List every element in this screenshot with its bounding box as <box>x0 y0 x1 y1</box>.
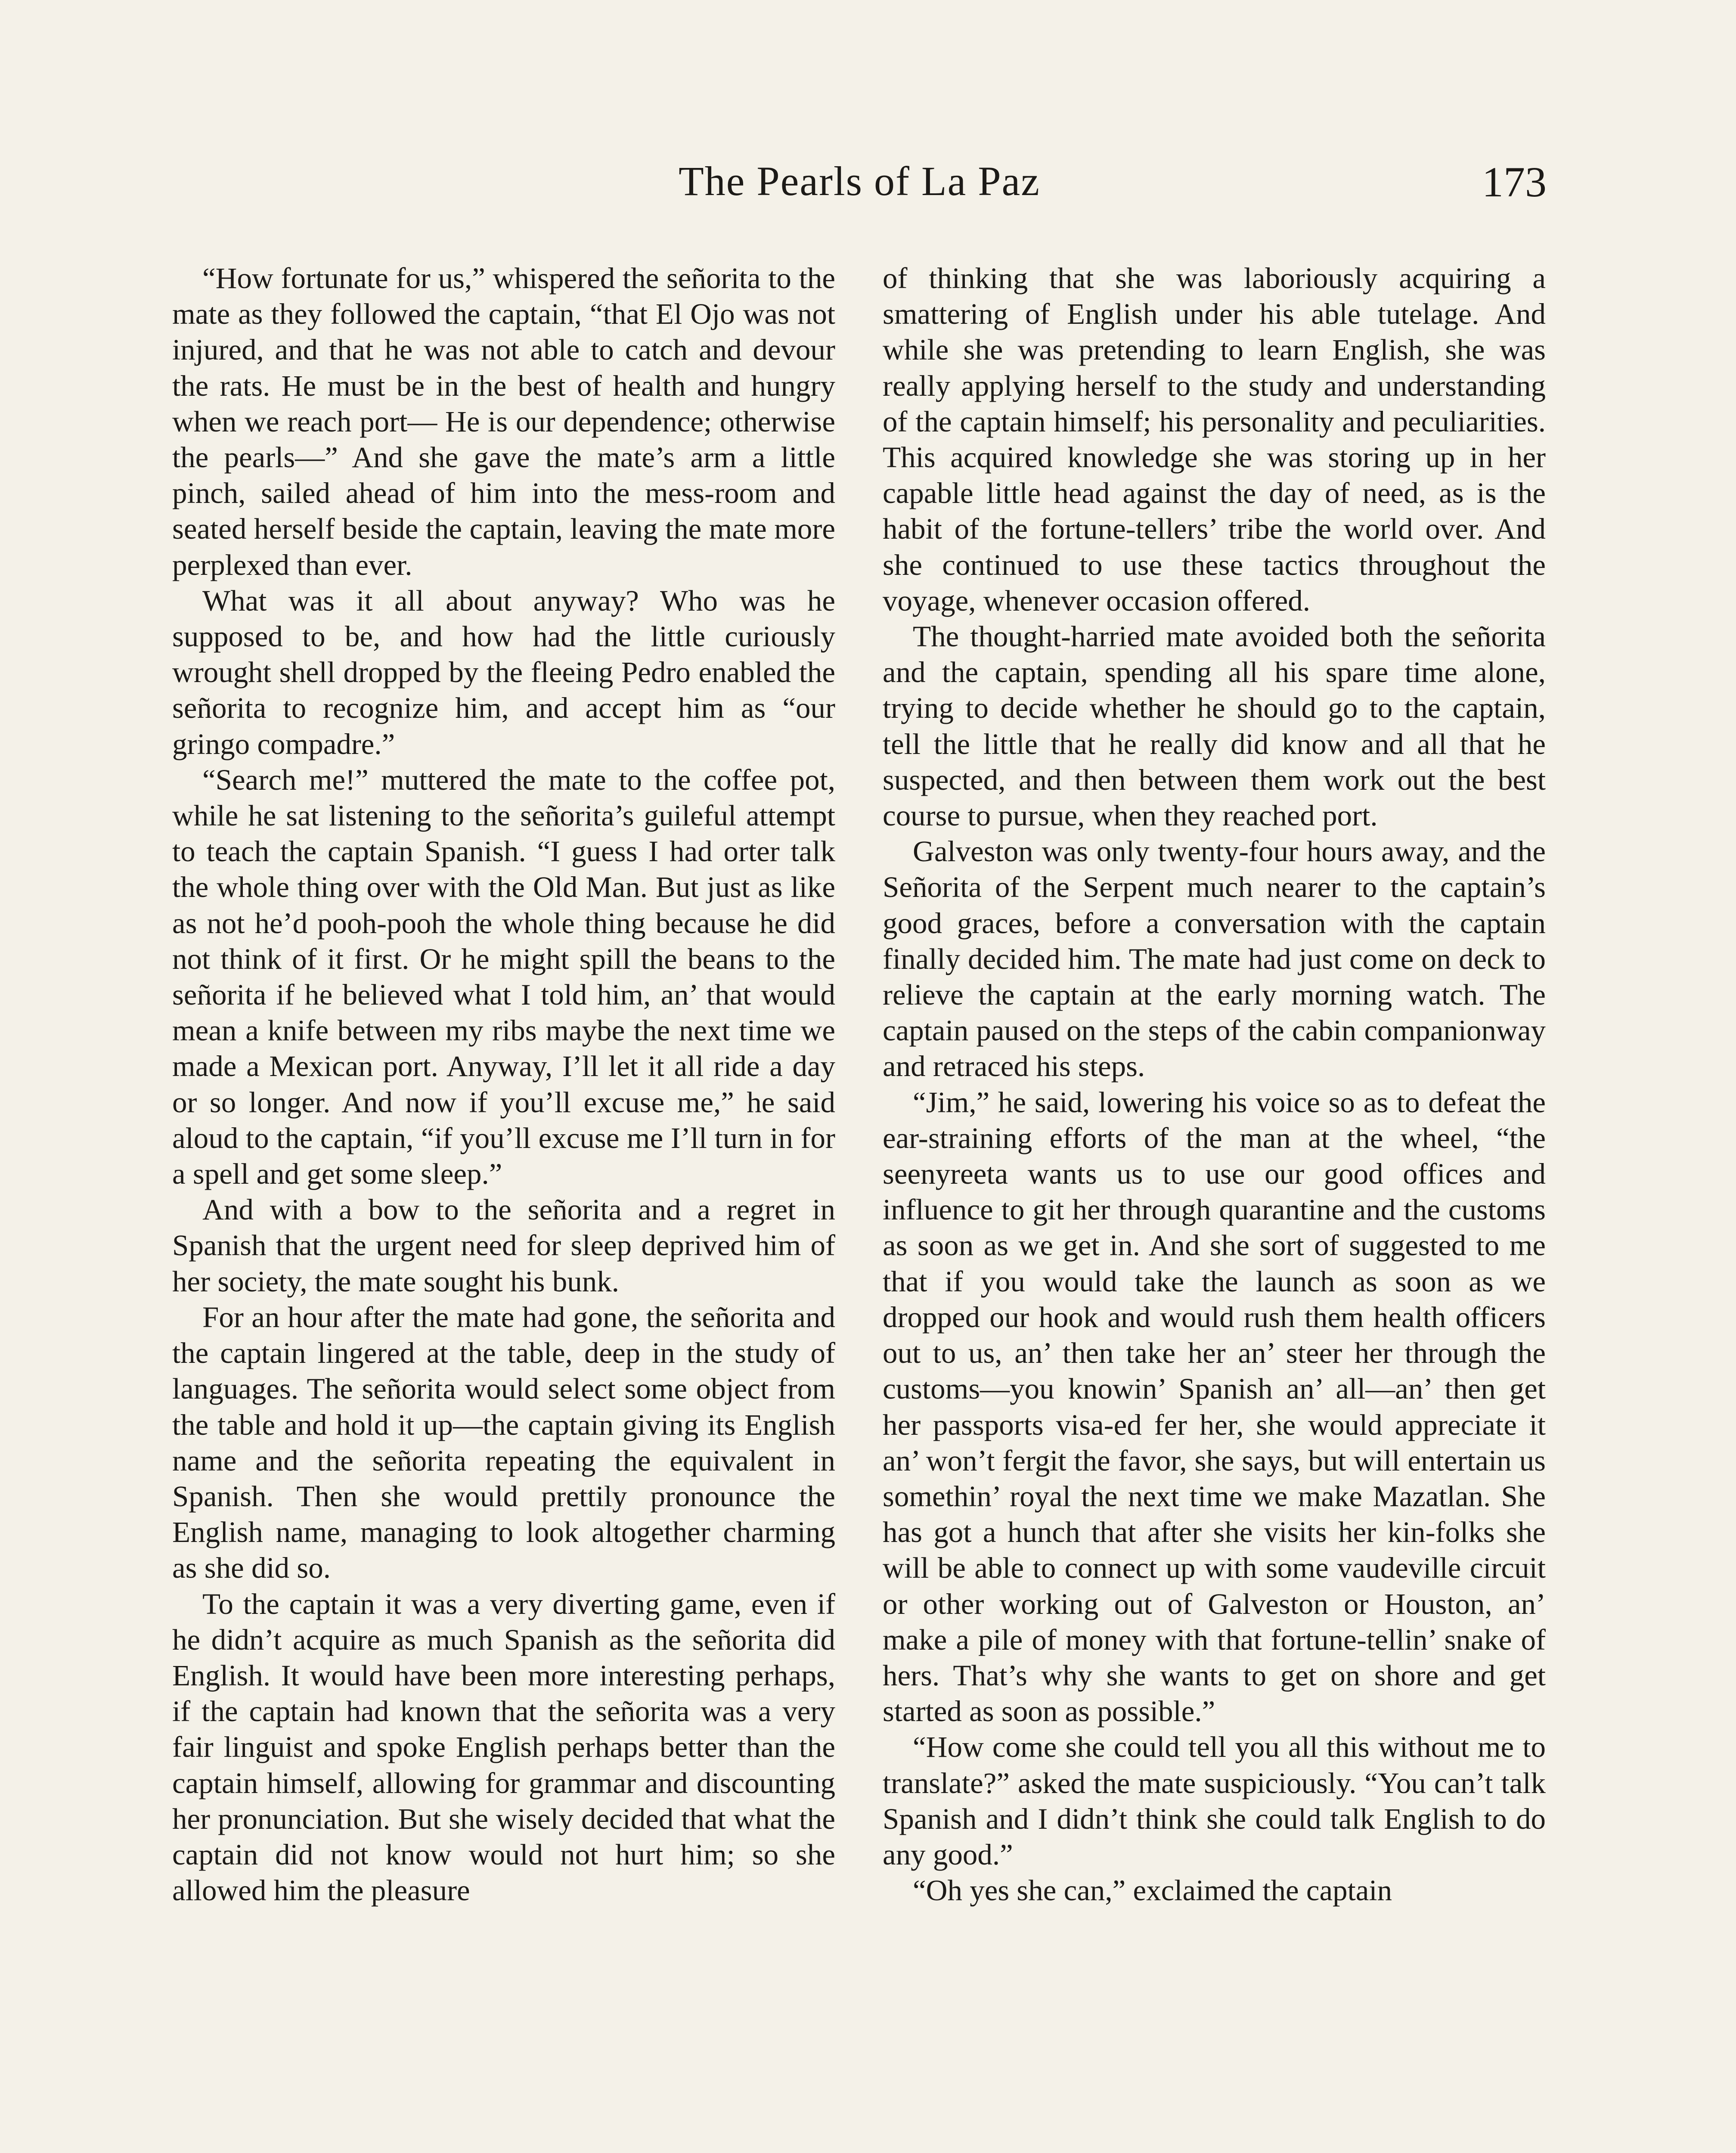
text-columns <box>172 261 1546 2153</box>
paragraph: For an hour after the mate had gone, the señorita and the captain lingered at the table, deep in the study of languages. The señorita would select some object from the table and hold it up—the captain giving its English name and the señorita repeating the equivalent in Spanish. Then she would prettily pronounce the English name, managing to look altogether charming as she did so. <box>172 1300 835 1585</box>
paragraph: “Oh yes she can,” exclaimed the captain <box>913 1874 1392 1907</box>
paragraph: “Jim,” he said, lowering his voice so as to defeat the ear-straining efforts of the man at the wheel, “the seenyreeta wants us to use our good offices and influence to git her through quarantine and the customs as soon as we get in. And she sort of suggested to me that if you would take the launch as soon as we dropped our hook and would rush them health officers out to us, an’ then take her an’ steer her through the customs—you knowin’ Spanish an’ all—an’ then get her passports visa-ed fer her, she would appreciate it an’ won’t fergit the favor, she says, but will entertain us somethin’ royal the next time we make Mazatlan. She has got a hunch that after she visits her kin-folks she will be able to connect up with some vaudeville circuit or other working out of Galveston or Houston, an’ make a pile of money with that fortune-tellin’ snake of hers. That’s why she wants to get on shore and get started as soon as possible.” <box>883 1086 1546 1728</box>
running-head <box>172 157 1547 217</box>
paragraph: To the captain it was a very diverting game, even if he didn’t acquire as much Spanish as the señorita did English. It would have been more interesting perhaps, if the captain had known that the señorita was a very fair linguist and spoke English perhaps better than the captain himself, allowing for grammar and discounting her pronunciation. But she wisely decided that what the captain did not know would not hurt him; so she allowed him the pleasure <box>172 1587 835 1907</box>
paragraph: The thought-harried mate avoided both the señorita and the captain, spending all his spare time alone, trying to decide whether he should go to the captain, tell the little that he really did know and all that he suspected, and then between them work out the best course to pursue, when they reached port. <box>883 620 1546 832</box>
running-title: The Pearls of La Paz <box>679 158 1040 204</box>
paragraph: Galveston was only twenty-four hours away, and the Señorita of the Serpent much nearer to the captain’s good graces, before a conversation with the captain finally decided him. The mate had just come on deck to relieve the captain at the early morning watch. The captain paused on the steps of the cabin companionway and retraced his steps. <box>883 835 1546 1083</box>
paragraph: of thinking that she was laboriously acquiring a smattering of English under his able tutelage. And while she was pretending to learn English, she was really applying herself to the study and understanding of the captain himself; his personality and peculiarities. This acquired knowledge she was storing up in her capable little head against the day of need, as is the habit of the fortune-tellers’ tribe the world over. And she continued to use these tactics throughout the voyage, whenever occasion offered. <box>883 262 1546 617</box>
column-right <box>883 261 1546 2153</box>
paragraph: “How fortunate for us,” whispered the señorita to the mate as they followed the captain, “that El Ojo was not injured, and that he was not able to catch and devour the rats. He must be in the best of health and hungry when we reach port— He is our dependence; otherwise the pearls—” And she gave the mate’s arm a little pinch, sailed ahead of him into the mess-room and seated herself beside the captain, leaving the mate more perplexed than ever. <box>172 262 835 581</box>
paragraph: “How come she could tell you all this without me to translate?” asked the mate suspiciously. “You can’t talk Spanish and I didn’t think she could talk English to do any good.” <box>883 1731 1546 1871</box>
paragraph: “Search me!” muttered the mate to the coffee pot, while he sat listening to the señorita’s guileful attempt to teach the captain Spanish. “I guess I had orter talk the whole thing over with the Old Man. But just as like as not he’d pooh-pooh the whole thing because he did not think of it first. Or he might spill the beans to the señorita if he believed what I told him, an’ that would mean a knife between my ribs maybe the next time we made a Mexican port. Anyway, I’ll let it all ride a day or so longer. And now if you’ll excuse me,” he said aloud to the captain, “if you’ll excuse me I’ll turn in for a spell and get some sleep.” <box>172 763 835 1191</box>
column-left <box>172 261 835 2153</box>
page-number: 173 <box>1482 158 1547 206</box>
paragraph: And with a bow to the señorita and a regret in Spanish that the urgent need for sleep deprived him of her society, the mate sought his bunk. <box>172 1193 835 1298</box>
paragraph: What was it all about anyway? Who was he supposed to be, and how had the little curiously wrought shell dropped by the fleeing Pedro enabled the señorita to recognize him, and accept him as “our gringo compadre.” <box>172 584 835 760</box>
